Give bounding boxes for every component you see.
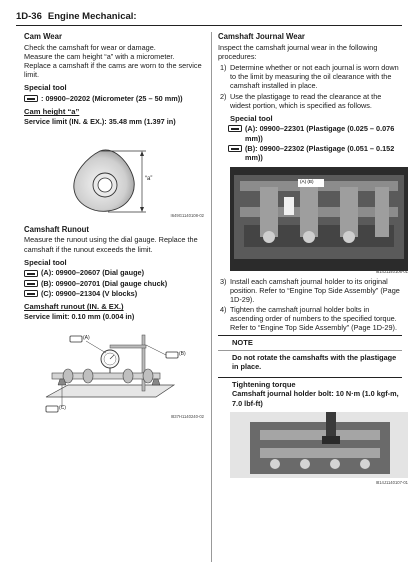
tool-icon xyxy=(24,95,38,102)
cam-height-letter: “a” xyxy=(145,175,153,182)
cam-lobe-illustration xyxy=(24,133,204,219)
page-number: 1D-36 xyxy=(16,10,42,22)
engine-photo xyxy=(230,412,408,482)
right-column xyxy=(218,32,408,485)
photo-callouts: (A) (B) xyxy=(300,178,314,184)
plastigage-photo xyxy=(230,167,408,275)
note-text: Do not rotate the camshafts with the plastigage in place. xyxy=(218,350,402,372)
figure-code: I837H1140240-02 xyxy=(170,414,204,420)
column-divider xyxy=(211,32,212,562)
special-tool-label: Special tool xyxy=(230,113,273,123)
left-column xyxy=(24,32,204,419)
dial-gauge-chuck-tool-text: (B): 09900–20701 (Dial gauge chuck) xyxy=(41,278,168,288)
cam-wear-para-3: Replace a camshaft if the cams are worn to the service limit. xyxy=(24,61,202,80)
runout-para: Measure the runout using the dial gauge. Replace the camshaft if the runout exceeds the limit. xyxy=(24,235,198,254)
cam-wear-heading: Cam Wear xyxy=(24,32,62,41)
cam-wear-para-2: Measure the cam height “a” with a micrometer. xyxy=(24,52,175,62)
special-tool-label: Special tool xyxy=(24,257,67,267)
note-box xyxy=(218,335,402,371)
list-item: 4) Tighten the camshaft journal holder bolts in ascending order of numbers to the specified torque. Refer to “Engine Top Side Assembly” (Page 1D-29). xyxy=(220,305,397,333)
plastigage-b-text: (B): 09900–22302 (Plastigage (0.051 – 0.152 mm)) xyxy=(245,144,395,163)
page-header xyxy=(16,8,402,26)
cam-height-label: Cam height “a” xyxy=(24,107,80,117)
journal-steps xyxy=(218,63,402,110)
cylinder-head-photo xyxy=(230,167,408,275)
plastigage-a-tool xyxy=(218,124,402,143)
dial-gauge-chuck-tool xyxy=(24,279,204,288)
dial-gauge-illustration xyxy=(24,327,204,419)
section-title: Engine Mechanical: xyxy=(47,10,137,22)
tool-icon xyxy=(24,270,38,277)
tool-icon xyxy=(228,125,242,132)
runout-heading: Camshaft Runout xyxy=(24,224,89,234)
journal-intro: Inspect the camshaft journal wear in the following procedures: xyxy=(218,42,378,62)
v-blocks-tool-text: (C): 09900–21304 (V blocks) xyxy=(41,289,138,299)
dial-gauge-tool xyxy=(24,268,204,277)
special-tool-label: Special tool xyxy=(24,83,67,93)
note-label: NOTE xyxy=(232,338,253,348)
callout-b: (B) xyxy=(179,351,186,358)
tool-icon xyxy=(228,145,242,152)
cam-wear-para-1: Check the camshaft for wear or damage. xyxy=(24,42,156,52)
micrometer-tool: : 09900–20202 (Micrometer (25 – 50 mm)) xyxy=(24,94,204,103)
cam-height-figure xyxy=(24,133,204,219)
journal-holder-photo xyxy=(230,412,408,485)
figure-code: I649G1140108-02 xyxy=(170,213,204,219)
list-item: 3) Install each camshaft journal holder to its original position. Refer to “Engine Top Side Assembly” (Page 1D-29). xyxy=(220,276,400,304)
callout-a: (A) xyxy=(83,335,90,342)
runout-figure xyxy=(24,327,204,419)
list-item: 2) Use the plastigage to read the clearance at the widest portion, which is specified as follows. xyxy=(220,91,382,110)
v-blocks-tool xyxy=(24,289,204,298)
list-item: 1) Determine whether or not each journal is worn down to the limit by measuring the oil clearance with the camshaft installed in place. xyxy=(220,63,399,91)
runout-limit-label: Camshaft runout (IN. & EX.) xyxy=(24,302,124,312)
tool-icon xyxy=(24,280,38,287)
figure-code: I814J1140106-01 xyxy=(375,269,408,275)
cam-service-limit: Service limit (IN. & EX.): 35.48 mm (1.397 in) xyxy=(24,117,176,127)
torque-label: Tightening torque xyxy=(232,379,296,389)
micrometer-tool-text: 09900–20202 (Micrometer (25 – 50 mm)) xyxy=(45,94,183,104)
figure-code: I814J1140107-01 xyxy=(375,479,408,485)
torque-text: Camshaft journal holder bolt: 10 N·m (1.0 kgf-m, 7.0 lbf-ft) xyxy=(232,389,399,408)
torque-box xyxy=(218,377,402,408)
runout-service-limit: Service limit: 0.10 mm (0.004 in) xyxy=(24,312,135,322)
plastigage-b-tool xyxy=(218,144,402,163)
callout-c: (C) xyxy=(59,405,66,412)
journal-steps-2 xyxy=(218,277,402,333)
plastigage-a-text: (A): 09900–22301 (Plastigage (0.025 – 0.076 mm)) xyxy=(245,124,395,143)
tool-icon xyxy=(24,290,38,297)
dial-gauge-tool-text: (A): 09900–20607 (Dial gauge) xyxy=(41,268,145,278)
journal-heading: Camshaft Journal Wear xyxy=(218,32,305,41)
